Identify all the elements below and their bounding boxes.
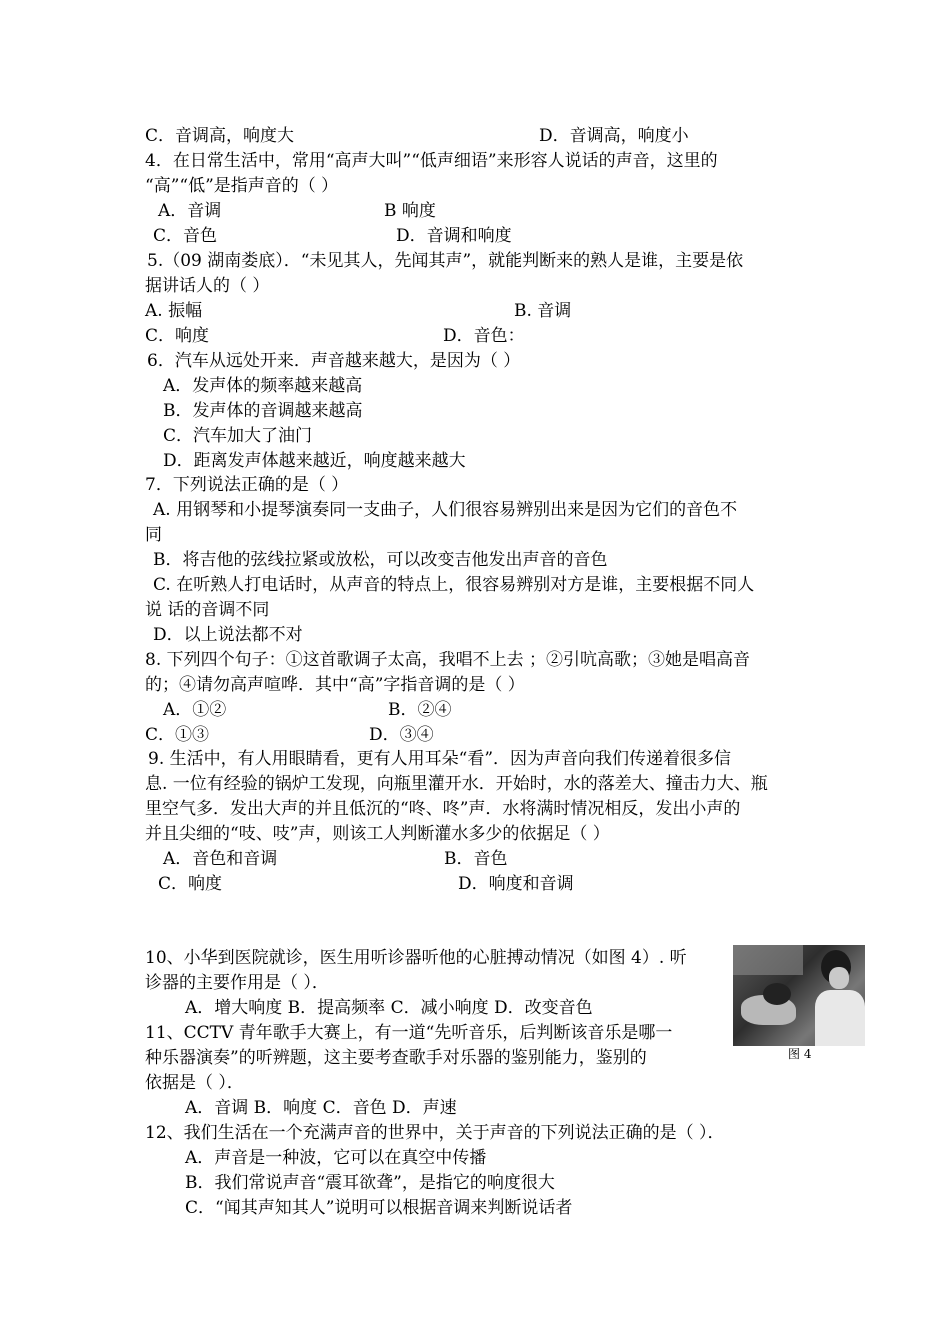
question-10-line-2: 诊器的主要作用是（ ）． [145, 973, 329, 993]
question-12: 12、我们生活在一个充满声音的世界中，关于声音的下列说法正确的是（ ）． [145, 1123, 725, 1143]
question-9-line-3: 里空气多．发出大声的并且低沉的“咚、咚”声．水将满时情况相反，发出小声的 [145, 799, 741, 819]
question-7: 7．下列说法正确的是（ ） [145, 475, 349, 495]
q10-options: A．增大响度 B．提高频率 C．减小响度 D．改变音色 [185, 998, 593, 1018]
question-5-line-1: 5.（09 湖南娄底）．“未见其人，先闻其声”，就能判断来的熟人是谁，主要是依 [147, 251, 744, 271]
q6-option-c: C．汽车加大了油门 [163, 426, 313, 446]
question-9-line-2: 息. 一位有经验的锅炉工发现，向瓶里灌开水．开始时，水的落差大、撞击力大、瓶 [145, 774, 768, 794]
q8-option-a: A．①② [163, 700, 227, 720]
q9-option-c: C．响度 [158, 874, 223, 894]
figure-caption: 图 4 [788, 1047, 812, 1061]
question-11-line-2: 种乐器演奏”的听辨题，这主要考查歌手对乐器的鉴别能力，鉴别的 [145, 1048, 647, 1068]
q5-option-a: A. 振幅 [145, 301, 203, 321]
question-9-line-1: 9. 生活中，有人用眼睛看，更有人用耳朵“看”．因为声音向我们传递着很多信 [148, 749, 732, 769]
q7-option-d: D．以上说法都不对 [153, 625, 303, 645]
line-q3-option-c: C．音调高，响度大 [145, 126, 295, 146]
stethoscope-photo [733, 945, 865, 1046]
question-11-line-3: 依据是（ ）． [145, 1073, 244, 1093]
q5-option-b: B. 音调 [514, 301, 572, 321]
q8-option-b: B．②④ [388, 700, 452, 720]
q8-option-c: C．①③ [145, 725, 210, 745]
question-8-line-1: 8. 下列四个句子：①这首歌调子太高，我唱不上去 ；②引吭高歌；③她是唱高音 [145, 650, 751, 670]
q4-option-c: C．音色 [153, 226, 218, 246]
line-q3-option-d: D．音调高，响度小 [539, 126, 689, 146]
q7-option-c-line-2: 说 话的音调不同 [145, 600, 270, 620]
q7-option-c-line-1: C. 在听熟人打电话时，从声音的特点上，很容易辨别对方是谁，主要根据不同人 [153, 575, 755, 595]
question-4-line-1: 4．在日常生活中，常用“高声大叫”“低声细语”来形容人说话的声音，这里的 [145, 151, 718, 171]
q4-option-b: B 响度 [384, 201, 436, 221]
question-9-line-4: 并且尖细的“吱、吱”声，则该工人判断灌水多少的依据足（ ） [145, 824, 610, 844]
q12-option-c: C．“闻其声知其人”说明可以根据音调来判断说话者 [185, 1198, 573, 1218]
q6-option-b: B．发声体的音调越来越高 [163, 401, 363, 421]
q7-option-a-line-2: 同 [145, 525, 162, 545]
q5-option-c: C．响度 [145, 326, 210, 346]
q11-options: A．音调 B．响度 C．音色 D．声速 [185, 1098, 457, 1118]
q7-option-b: B．将吉他的弦线拉紧或放松，可以改变吉他发出声音的音色 [153, 550, 608, 570]
q5-option-d: D．音色： [443, 326, 525, 346]
q4-option-d: D．音调和响度 [396, 226, 512, 246]
q9-option-b: B．音色 [444, 849, 508, 869]
question-6: 6．汽车从远处开来．声音越来越大，是因为（ ） [147, 351, 521, 371]
q12-option-a: A．声音是一种波，它可以在真空中传播 [185, 1148, 487, 1168]
q12-option-b: B．我们常说声音“震耳欲聋”，是指它的响度很大 [185, 1173, 555, 1193]
q9-option-a: A．音色和音调 [163, 849, 278, 869]
q6-option-a: A．发声体的频率越来越高 [163, 376, 363, 396]
q4-option-a: A．音调 [158, 201, 222, 221]
question-11-line-1: 11、CCTV 青年歌手大赛上，有一道“先听音乐，后判断该音乐是哪一 [145, 1023, 673, 1043]
q8-option-d: D．③④ [369, 725, 434, 745]
q6-option-d: D．距离发声体越来越近，响度越来越大 [163, 451, 466, 471]
q7-option-a-line-1: A. 用钢琴和小提琴演奏同一支曲子，人们很容易辨别出来是因为它们的音色不 [153, 500, 738, 520]
question-5-line-2: 据讲话人的（ ） [145, 276, 270, 296]
question-10-line-1: 10、小华到医院就诊，医生用听诊器听他的心脏搏动情况（如图 4）. 听 [145, 948, 687, 968]
q9-option-d: D．响度和音调 [458, 874, 574, 894]
question-8-line-2: 的；④请勿高声喧哗．其中“高”字指音调的是（ ） [145, 675, 525, 695]
question-4-line-2: “高”“低”是指声音的（ ） [145, 176, 339, 196]
